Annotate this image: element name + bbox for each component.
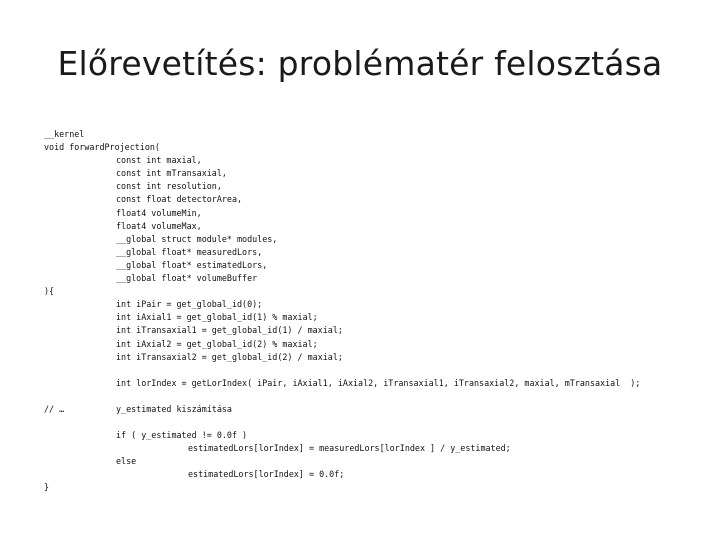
code-if-body: estimatedLors[lorIndex] = measuredLors[lorIndex ] / y_estimated; — [188, 442, 511, 453]
code-else-body: estimatedLors[lorIndex] = 0.0f; — [188, 469, 345, 480]
code-param-line: float4 volumeMin, — [116, 207, 202, 218]
code-body-line: int iAxial2 = get_global_id(2) % maxial; — [116, 338, 318, 349]
code-param-line: __global float* volumeBuffer — [116, 273, 258, 284]
code-param-line: __global struct module* modules, — [116, 233, 278, 244]
code-body-line: int iPair = get_global_id(0); — [116, 299, 263, 310]
code-param-line: const int mTransaxial, — [116, 168, 227, 179]
code-param-line: const int maxial, — [116, 155, 202, 166]
code-comment: // … — [44, 403, 65, 414]
code-lor-index-line — [44, 377, 704, 390]
slide-title: Előrevetítés: problématér felosztása — [57, 44, 663, 83]
code-param-line: float4 volumeMax, — [116, 220, 202, 231]
code-param-line: const int resolution, — [116, 181, 222, 192]
code-else-line: else — [116, 456, 137, 467]
code-comment-text: y_estimated kiszámítása — [116, 403, 232, 414]
code-body-line: int iAxial1 = get_global_id(1) % maxial; — [116, 312, 318, 323]
code-line: __kernel — [44, 129, 85, 139]
code-param-line: __global float* measuredLors, — [116, 246, 263, 257]
code-lor-index-end: ); — [630, 377, 641, 388]
code-close-brace: } — [44, 482, 50, 493]
code-param-line: const float detectorArea, — [116, 194, 243, 205]
code-body-line: int iTransaxial1 = get_global_id(1) / maxial; — [116, 325, 343, 336]
code-comment-line — [44, 403, 704, 416]
code-if-line: if ( y_estimated != 0.0f ) — [116, 429, 248, 440]
code-lor-index-call: int lorIndex = getLorIndex( iPair, iAxial1, iAxial2, iTransaxial1, iTransaxial2, maxial, mTransaxial — [116, 377, 621, 388]
code-body-line: int iTransaxial2 = get_global_id(2) / maxial; — [116, 351, 343, 362]
code-line: void forwardProjection( — [44, 142, 160, 153]
code-block — [44, 128, 704, 494]
code-open-brace: ){ — [44, 286, 55, 297]
code-param-line: __global float* estimatedLors, — [116, 259, 268, 270]
